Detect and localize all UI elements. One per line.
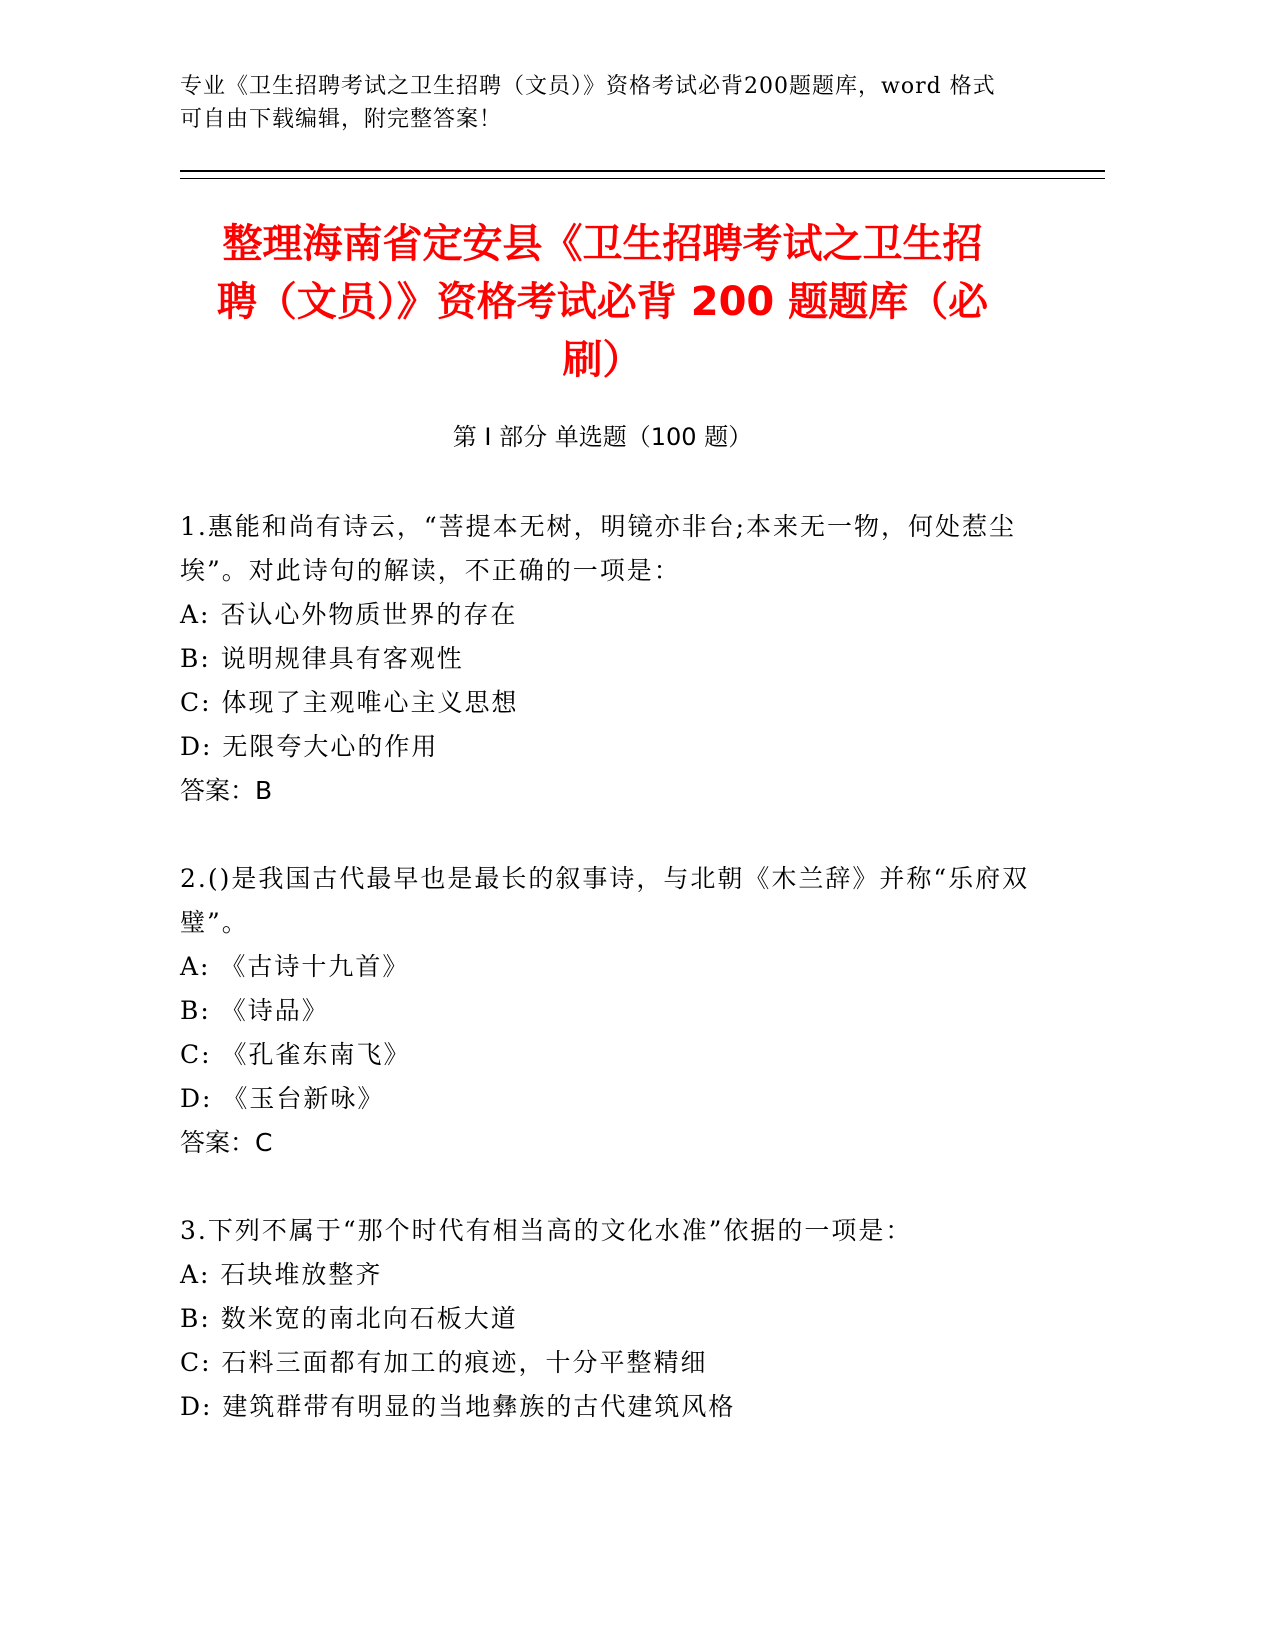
option-b: B: 说明规律具有客观性 bbox=[180, 644, 464, 673]
header-note-line-1: 专业《卫生招聘考试之卫生招聘（文员）》资格考试必背200题题库，word 格式 bbox=[180, 74, 996, 99]
title-line-3: 刷） bbox=[562, 337, 643, 383]
option-a: A: 石块堆放整齐 bbox=[180, 1260, 383, 1289]
option-d: D: 《玉台新咏》 bbox=[180, 1084, 385, 1113]
document-title bbox=[180, 215, 1025, 389]
question-item bbox=[180, 1209, 1030, 1429]
question-stem: 1.惠能和尚有诗云，“菩提本无树，明镜亦非台;本来无一物，何处惹尘埃”。对此诗句的解读，不正确的一项是： bbox=[180, 512, 1017, 585]
header-divider-thin bbox=[180, 178, 1105, 179]
question-item bbox=[180, 857, 1030, 1165]
question-stem: 3.下列不属于“那个时代有相当高的文化水准”依据的一项是： bbox=[180, 1216, 913, 1245]
option-a: A: 《古诗十九首》 bbox=[180, 952, 410, 981]
question-list bbox=[180, 505, 1030, 1473]
title-line-2: 聘（文员）》资格考试必背 200 题题库（必 bbox=[216, 279, 989, 325]
option-d: D: 建筑群带有明显的当地彝族的古代建筑风格 bbox=[180, 1392, 736, 1421]
option-b: B: 《诗品》 bbox=[180, 996, 329, 1025]
question-item bbox=[180, 505, 1030, 813]
option-c: C: 体现了主观唯心主义思想 bbox=[180, 688, 519, 717]
answer-text: 答案：B bbox=[180, 776, 273, 805]
question-stem: 2.()是我国古代最早也是最长的叙事诗，与北朝《木兰辞》并称“乐府双璧”。 bbox=[180, 864, 1030, 937]
header-note bbox=[180, 0, 1105, 136]
answer-text: 答案：C bbox=[180, 1128, 273, 1157]
header-divider-thick bbox=[180, 170, 1105, 172]
option-c: C: 《孔雀东南飞》 bbox=[180, 1040, 411, 1069]
option-c: C: 石料三面都有加工的痕迹，十分平整精细 bbox=[180, 1348, 708, 1377]
option-d: D: 无限夸大心的作用 bbox=[180, 732, 439, 761]
title-line-1: 整理海南省定安县《卫生招聘考试之卫生招 bbox=[222, 221, 983, 267]
option-a: A: 否认心外物质世界的存在 bbox=[180, 600, 518, 629]
section-heading: 第 I 部分 单选题（100 题） bbox=[452, 423, 753, 451]
header-note-line-2: 可自由下载编辑，附完整答案！ bbox=[180, 107, 503, 132]
option-b: B: 数米宽的南北向石板大道 bbox=[180, 1304, 518, 1333]
